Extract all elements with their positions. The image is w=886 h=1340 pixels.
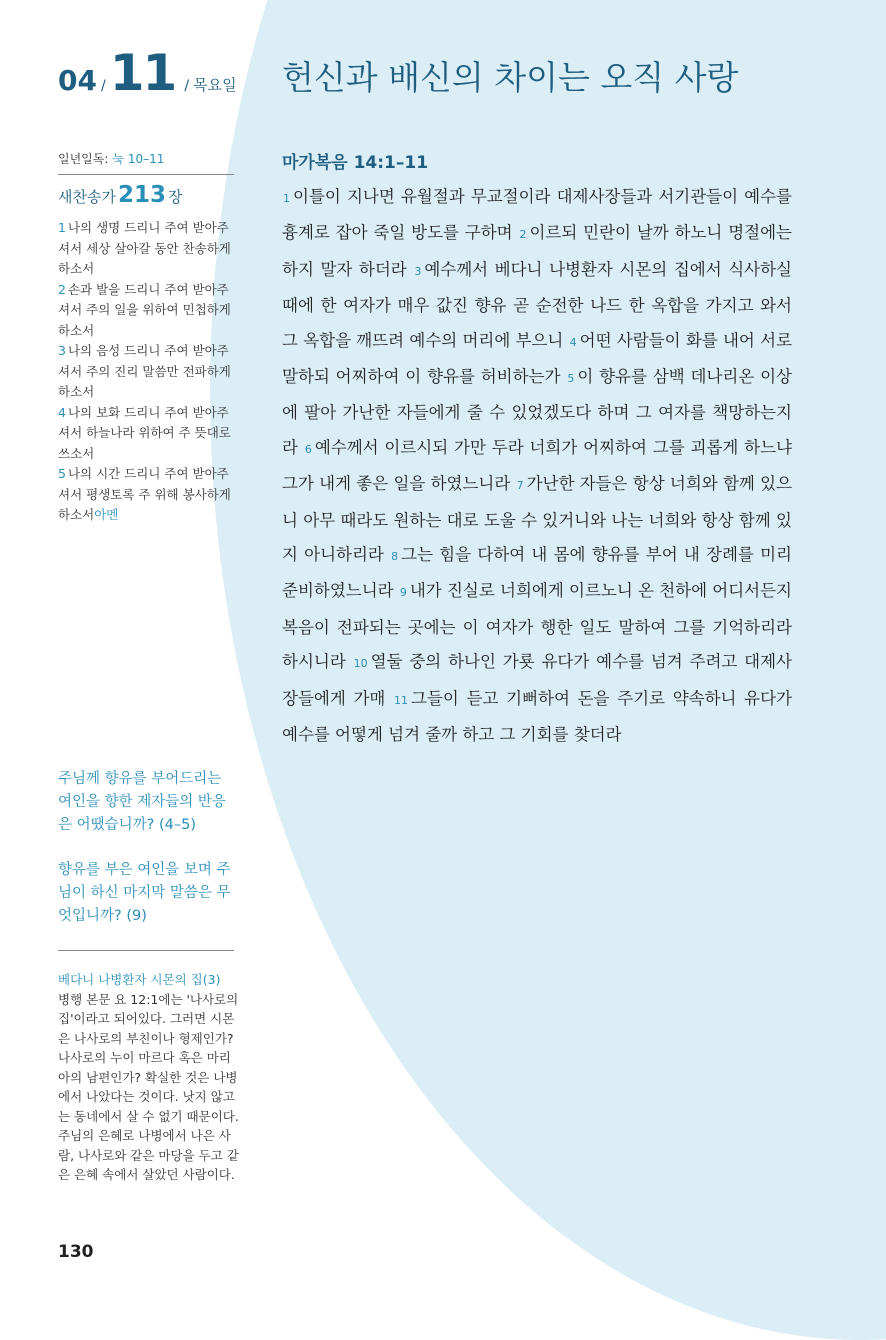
date-slash: / (100, 78, 106, 94)
hymn-verse-number: 5 (58, 466, 66, 481)
hymn-verse-text: 나의 보화 드리니 주여 받아주셔서 하늘나라 위하여 주 뜻대로 쓰소서 (58, 404, 231, 461)
verse-number: 3 (414, 264, 422, 278)
hymn-verse-text: 나의 시간 드리니 주여 받아주셔서 평생토록 주 위해 봉사하게 하소서 (58, 466, 231, 522)
verse-number: 6 (304, 442, 312, 456)
verse-text: 그들이 듣고 기뻐하여 돈을 주기로 약속하니 유다가 예수를 어떻게 넘겨 줄까 하고 그 기회를 찾더라 (282, 688, 792, 745)
hymn-verse-text: 손과 발을 드리니 주여 받아주셔서 주의 일을 위하여 민첩하게 하소서 (58, 281, 231, 338)
commentary-note (58, 970, 240, 1185)
verse-number: 4 (569, 335, 577, 349)
verse-number: 10 (353, 657, 368, 671)
hymn-verse-number: 2 (58, 281, 66, 297)
hymn-heading (58, 182, 182, 208)
note-body: 병행 본문 요 12:1에는 '나사로의 집'이라고 되어있다. 그러면 시몬은 나사로의 부친이나 형제인가? 나사로의 누이 마르다 혹은 마리아의 남편인가? 확실한 것은 나병에서 나았다는 것이다. 낫지 않고는 동네에서 살 수 없기 때문이다. 주님의 은혜로 나병에서 나은 사람, 나사로와 같은 마당을 두고 같은 은혜 속에서 살았던 사람이다. (58, 991, 239, 1182)
note-title: 베다니 나병환자 시몬의 집(3) (58, 972, 221, 987)
verse-number: 7 (516, 479, 524, 493)
verse-text: 예수께서 베다니 나병환자 시몬의 집에서 식사하실 때에 한 여자가 매우 값진 향유 곧 순전한 나드 한 옥합을 가지고 와서 그 옥합을 깨뜨려 예수의 머리에 부으니 (282, 259, 792, 350)
hymn-verse (58, 403, 238, 465)
hymn-verse (58, 280, 238, 342)
hymn-verse-number: 1 (58, 220, 66, 235)
hymn-verse-number: 4 (58, 404, 66, 420)
question-1: 주님께 향유를 부어드리는 여인을 향한 제자들의 반응은 어땠습니까? (4–5) (58, 771, 226, 833)
verse-number: 1 (283, 192, 290, 205)
weekday-slash: / (184, 78, 190, 94)
hymn-verse-number: 3 (58, 343, 66, 358)
annual-reading-label: 일년일독: (58, 152, 109, 166)
amen-text: 아멘 (94, 507, 119, 522)
passage-reference: 마가복음 14:1–11 (282, 153, 429, 173)
date-month: 04 (58, 64, 97, 97)
verse-text: 어떤 사람들이 화를 내어 서로 말하되 어찌하여 이 향유를 허비하는가 (282, 330, 793, 387)
verse-number: 9 (399, 586, 407, 600)
hymn-verse (58, 218, 238, 280)
question-2: 향유를 부은 여인을 보며 주님이 하신 마지막 말씀은 무엇입니까? (9) (58, 862, 231, 924)
date-day: 11 (109, 44, 176, 102)
verse-text: 열둘 중의 하나인 가룟 유다가 예수를 넘겨 주려고 대제사장들에게 가매 (282, 652, 793, 708)
hymn-lyrics (58, 218, 238, 526)
verse-number: 2 (519, 228, 527, 242)
hymn-verse (58, 341, 238, 403)
hymn-number: 213 (117, 182, 166, 208)
verse-number: 11 (394, 693, 409, 707)
scripture-text (282, 180, 792, 753)
verse-text: 가난한 자들은 항상 너희와 함께 있으니 아무 때라도 원하는 대로 도울 수 있거니와 나는 너희와 항상 함께 있지 아니하리라 (282, 474, 793, 565)
date-weekday: 목요일 (193, 76, 237, 94)
hymn-suffix: 장 (167, 188, 183, 206)
verse-text: 이 향유를 삼백 데나리온 이상에 팔아 가난한 자들에게 줄 수 있었겠도다 하며 그 여자를 책망하는지라 (282, 367, 792, 457)
reflection-questions (58, 768, 238, 950)
verse-text: 예수께서 이르시되 가만 두라 너희가 어찌하여 그를 괴롭게 하느냐 그가 내게 좋은 일을 하였느니라 (282, 437, 792, 494)
hymn-verse-text: 나의 생명 드리니 주여 받아주셔서 세상 살아갈 동안 찬송하게 하소서 (58, 220, 231, 276)
verse-text: 이틀이 지나면 유월절과 무교절이라 대제사장들과 서기관들이 예수를 흉계로 잡아 죽일 방도를 구하며 (282, 187, 792, 243)
page-number: 130 (58, 1242, 94, 1262)
divider-bottom (58, 950, 234, 951)
verse-number: 8 (391, 550, 399, 564)
date-header (58, 44, 237, 102)
page-title: 헌신과 배신의 차이는 오직 사랑 (282, 58, 739, 97)
verse-text: 이르되 민란이 날까 하노니 명절에는 하지 말자 하더라 (282, 223, 792, 279)
annual-reading (58, 150, 164, 167)
verse-text: 그는 힘을 다하여 내 몸에 향유를 부어 내 장례를 미리 준비하였느니라 (282, 545, 792, 601)
hymn-label: 새찬송가 (58, 188, 116, 206)
hymn-verse (58, 464, 238, 526)
annual-reading-ref: 눅 10–11 (112, 152, 165, 166)
verse-text: 내가 진실로 너희에게 이르노니 온 천하에 어디서든지 복음이 전파되는 곳에는 이 여자가 행한 일도 말하여 그를 기억하리라 하시니라 (282, 581, 792, 672)
verse-number: 5 (567, 372, 575, 386)
hymn-verse-text: 나의 음성 드리니 주여 받아주셔서 주의 진리 말씀만 전파하게 하소서 (58, 343, 231, 399)
divider-top (58, 174, 234, 175)
